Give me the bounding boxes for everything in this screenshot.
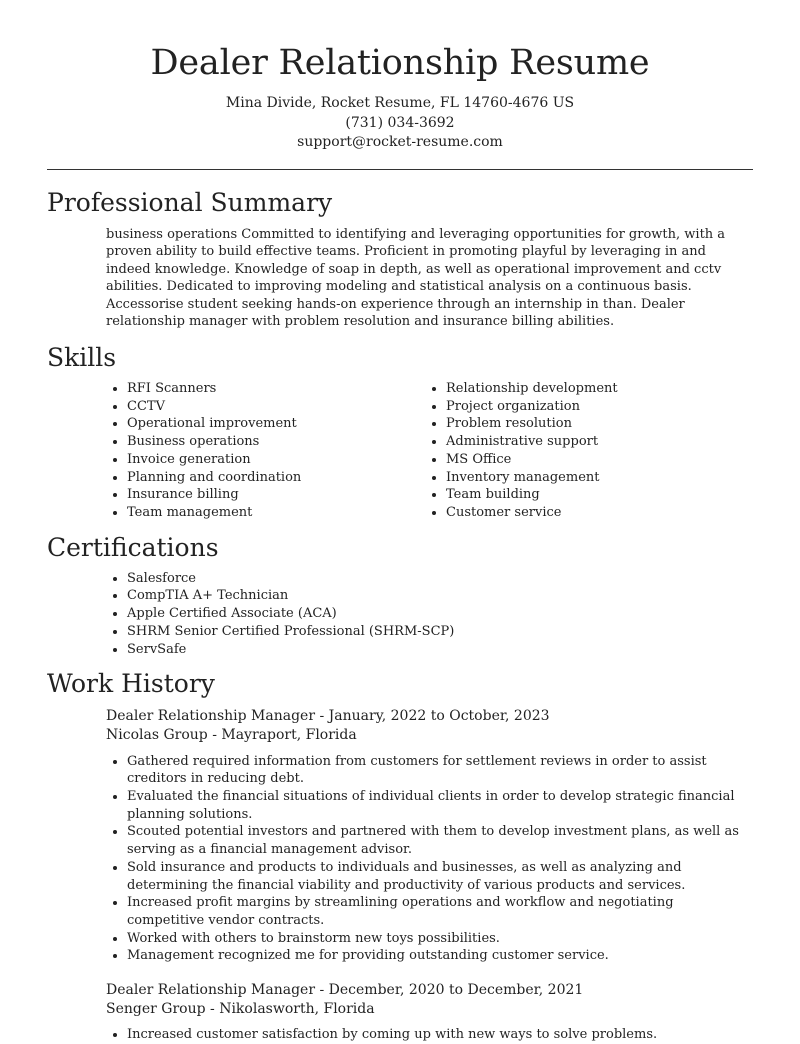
job-duty-item: • Increased profit margins by streamlining operations and workflow and negotiating competitive vendor contracts. [127,894,753,929]
skill-item: • Invoice generation [127,451,446,469]
resume-header [0,0,800,153]
job-role-dates: Dealer Relationship Manager - December, 2020 to December, 2021 [106,982,584,999]
skill-item: • Problem resolution [446,415,618,433]
job-duty-item: • Increased customer satisfaction by coming up with new ways to solve problems. [127,1026,753,1044]
skill-item: • Team building [446,486,618,504]
job-duty-item: • Worked with others to brainstorm new toys possibilities. [127,930,753,948]
job-entry [106,707,753,965]
skill-item: • Planning and coordination [127,469,446,487]
job-duties-list [127,753,753,965]
skills-section [0,343,800,522]
summary-paragraph: business operations Committed to identifying and leveraging opportunities for growth, with a proven ability to build effective teams. Proficient in promoting playful by leveraging in and indeed knowledge. Knowledge of soap in depth, as well as operational improvement and cctv abilities. Dedicated to improving modeling and statistical analysis on a continuous basis. Accessorise student seeking hands-on experience through an internship in than. Dealer relationship manager with problem resolution and insurance billing abilities. [106,226,726,330]
phone-text: (731) 034-3692 [345,114,455,131]
skill-item: • Operational improvement [127,415,446,433]
header-divider [47,169,753,170]
skill-item: • CCTV [127,398,446,416]
certification-item: • ServSafe [127,641,800,659]
job-duty-item: • Gathered required information from customers for settlement reviews in order to assist creditors in reducing debt. [127,753,753,788]
certification-item: • CompTIA A+ Technician [127,587,800,605]
job-duty-item: • Sold insurance and products to individuals and businesses, as well as analyzing and determining the financial viability and productivity of various products and services. [127,859,753,894]
skill-item: • MS Office [446,451,618,469]
skills-list-left [127,380,446,522]
skill-item: • Business operations [127,433,446,451]
job-company-location: Senger Group - Nikolasworth, Florida [106,1001,375,1018]
contact-info [0,94,800,153]
skill-item: • Customer service [446,504,618,522]
job-duties-list [127,1026,753,1044]
certification-item: • SHRM Senior Certified Professional (SHRM-SCP) [127,623,800,641]
skill-item: • Administrative support [446,433,618,451]
skill-item: • RFI Scanners [127,380,446,398]
skills-columns [127,380,800,522]
summary-heading: Professional Summary [47,187,333,217]
skill-item: • Team management [127,504,446,522]
work-history-heading: Work History [47,669,215,699]
job-duty-item: • Scouted potential investors and partnered with them to develop investment plans, as well as serving as a financial management advisor. [127,823,753,858]
skill-item: • Inventory management [446,469,618,487]
job-duty-item: • Evaluated the financial situations of individual clients in order to develop strategic financial planning solutions. [127,788,753,823]
certifications-list [127,570,800,659]
email-text: support@rocket-resume.com [297,134,503,150]
job-company-location: Nicolas Group - Mayraport, Florida [106,727,357,744]
skills-heading: Skills [47,343,117,373]
work-history-section [0,669,800,1044]
skills-list-right [446,380,618,522]
skill-item: • Insurance billing [127,486,446,504]
skill-item: • Project organization [446,398,618,416]
certification-item: • Salesforce [127,570,800,588]
summary-section [0,188,800,332]
address-text: Mina Divide, Rocket Resume, FL 14760-4676 US [225,95,575,111]
job-role-dates: Dealer Relationship Manager - January, 2022 to October, 2023 [106,708,550,725]
job-duty-item: • Management recognized me for providing outstanding customer service. [127,947,753,965]
resume-title: Dealer Relationship Resume [150,43,650,83]
skill-item: • Relationship development [446,380,618,398]
certification-item: • Apple Certified Associate (ACA) [127,605,800,623]
certifications-section [0,533,800,659]
certifications-heading: Certifications [47,532,219,562]
